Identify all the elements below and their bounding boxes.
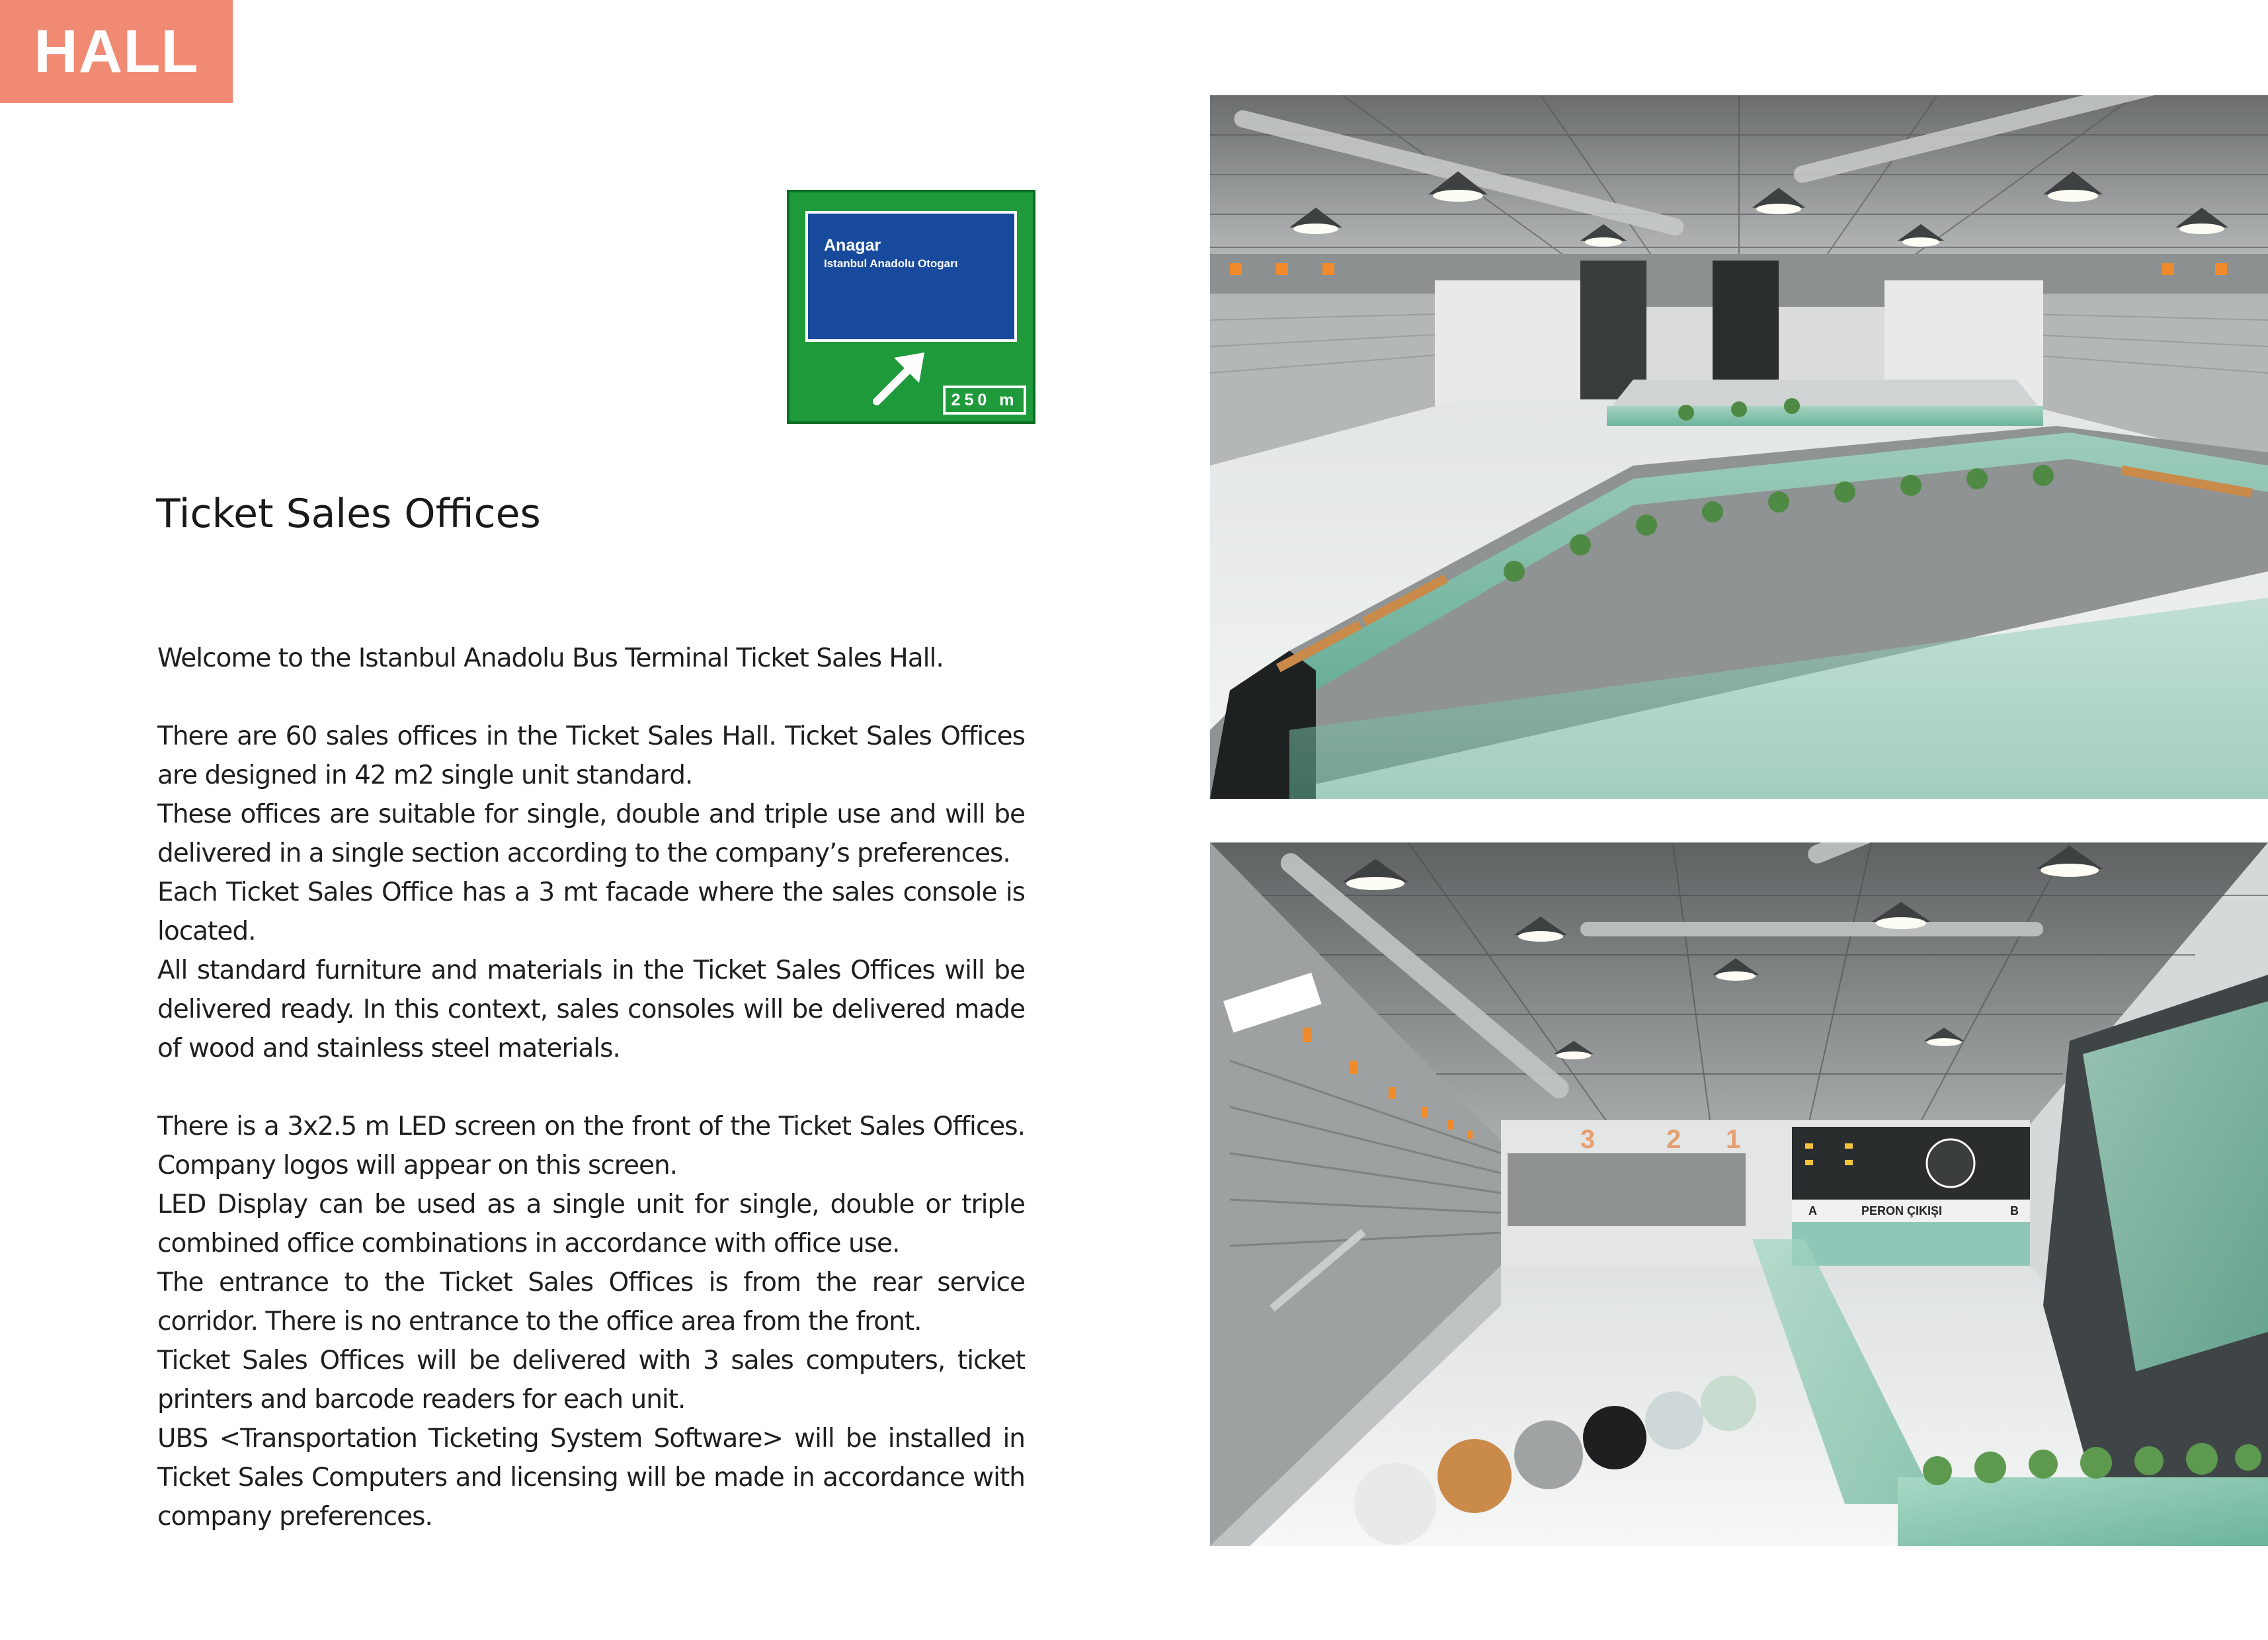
paragraph: LED Display can be used as a single unit for single, double or triple combined office combinations in accordance with office use. (157, 1190, 1025, 1258)
office-number: 3 (1580, 1125, 1596, 1154)
paragraph: There are 60 sales offices in the Ticket Sales Hall. Ticket Sales Offices are designed in 42 m2 single unit standard. (157, 721, 1025, 790)
direction-sign (787, 190, 1035, 424)
wayfinding-board (1792, 1127, 2030, 1200)
paragraph: UBS <Transportation Ticketing System Software> will be installed in Ticket Sales Computers and licensing will be made in accordance with company preferences. (157, 1424, 1025, 1532)
sign-distance: 250 m (943, 386, 1026, 415)
hall-render-bottom (1210, 842, 2268, 1546)
hall-render-top (1210, 95, 2268, 799)
body-text (157, 639, 1025, 1536)
paragraph: These offices are suitable for single, double and triple use and will be delivered in a single section according to the company’s preferences. (157, 800, 1025, 868)
paragraph: Ticket Sales Offices will be delivered with 3 sales computers, ticket printers and barcode readers for each unit. (157, 1346, 1025, 1414)
paragraph: The entrance to the Ticket Sales Offices is from the rear service corridor. There is no entrance to the office area from the front. (157, 1268, 1025, 1336)
sign-panel (805, 211, 1017, 342)
exit-sign: PERON ÇIKIŞI (1861, 1204, 1943, 1217)
paragraph: All standard furniture and materials in the Ticket Sales Offices will be delivered ready. In this context, sales consoles will be delivered made of wood and stainless steel materials. (157, 956, 1025, 1063)
arrow-up-right-icon (868, 346, 931, 409)
sign-title: Anagar (824, 236, 881, 255)
hall-tab: HALL (0, 0, 233, 103)
sign-subtitle: Istanbul Anadolu Otogarı (824, 257, 958, 270)
office-number: 1 (1726, 1125, 1741, 1154)
section-title: Ticket Sales Offices (156, 491, 541, 537)
exit-gate-a: A (1808, 1204, 1817, 1217)
exit-gate-b: B (2010, 1204, 2019, 1217)
office-number: 2 (1666, 1125, 1681, 1154)
paragraph: There is a 3x2.5 m LED screen on the front of the Ticket Sales Offices. Company logos will appear on this screen. (157, 1112, 1025, 1180)
intro-paragraph: Welcome to the Istanbul Anadolu Bus Terminal Ticket Sales Hall. (157, 643, 944, 673)
paragraph: Each Ticket Sales Office has a 3 mt facade where the sales console is located. (157, 878, 1025, 946)
